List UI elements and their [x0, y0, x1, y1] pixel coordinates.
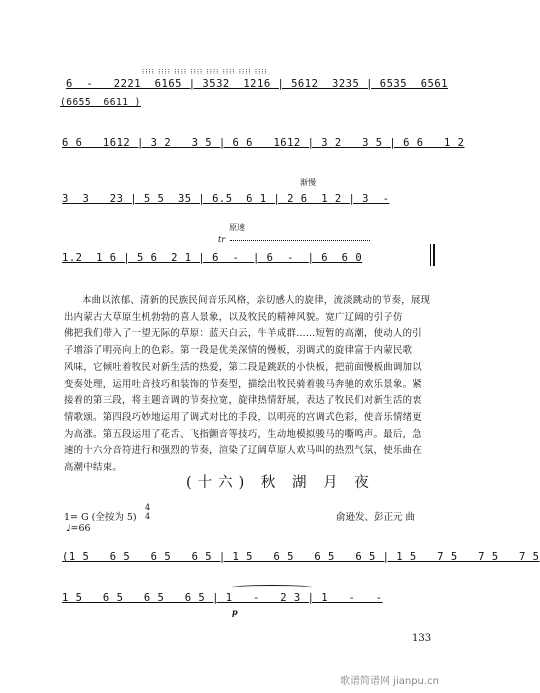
score-system-2: 6 6 1612 | 3 2 3 5 | 6 6 1612 | 3 2 3 5 | 6 6 1 2: [62, 137, 465, 149]
trill-line: [230, 240, 370, 241]
para-line: 情歌颂。第四段巧妙地运用了调式对比的手段，以明亮的宫调式色彩，使音乐情绪更: [64, 411, 422, 423]
para-line: 变奏处理，运用吐音技巧和装饰的节奏型，描绘出牧民骑着骏马奔驰的欢乐景象。紧: [64, 378, 422, 390]
tempo-mark-original: 原速: [229, 223, 245, 232]
para-line: 接着的第三段，将主题音调的节奏拉宽，旋律热情舒展，表达了牧民们对新生活的衷: [64, 395, 422, 407]
para-line: 本曲以浓郁、清新的民族民间音乐风格，亲切感人的旋律，流淡跳动的节奏，展现: [82, 295, 431, 306]
final-barline-thick: [433, 244, 435, 266]
score2-system-1: (1 5 6 5 6 5 6 5 | 1 5 6 5 6 5 6 5 | 1 5 7 5 7 5 7 5: [62, 551, 540, 563]
composers: 俞逊发、彭正元 曲: [336, 512, 416, 523]
final-barline: [430, 244, 431, 266]
para-line: 子增添了明亮向上的色彩。第一段是优美深情的慢板，羽调式的旋律富于内蒙民歌: [64, 345, 413, 357]
score-system-4: 1.2 1 6 | 5 6 2 1 | 6 - | 6 - | 6 6 0: [62, 252, 363, 264]
score2-system-2: 1 5 6 5 6 5 6 5 | 1 - 2 3 | 1 - -: [62, 592, 383, 604]
page-number: 133: [412, 633, 432, 644]
watermark: 歌谱简谱网 jianpu.cn: [340, 676, 439, 687]
time-sig-bottom: 4: [145, 512, 151, 521]
description-paragraph: [64, 293, 438, 477]
time-sig-top: 4: [145, 503, 151, 512]
ornament-dots: ⁝⁝⁝⁝ ⁝⁝⁝⁝ ⁝⁝⁝⁝ ⁝⁝⁝⁝ ⁝⁝⁝⁝ ⁝⁝⁝⁝ ⁝⁝⁝⁝ ⁝⁝⁝⁝: [142, 68, 268, 76]
key-signature: 1= G (全按为 5): [64, 512, 137, 523]
section-title: (十六) 秋 湖 月 夜: [186, 475, 375, 491]
score-system-3: 3 3 23 | 5 5 35 | 6.5 6 1 | 2 6 1 2 | 3 -: [62, 193, 390, 205]
para-line: 速的十六分音符进行和强烈的节奏，渲染了辽阔草原人欢马叫的热烈气氛，使乐曲在: [64, 445, 422, 457]
tempo-marking: ♩=66: [66, 523, 91, 534]
slur: [232, 585, 312, 590]
dynamic-piano: p: [232, 607, 238, 617]
tempo-mark-slowing: 渐慢: [300, 178, 316, 187]
para-line: 出内蒙古大草原生机勃勃的喜人景象，以及牧民的精神风貌。宽广辽阔的引子仿: [64, 311, 403, 323]
para-line: 风味，它倾吐着牧民对新生活的热爱，第二段是跳跃的小快板，把前面慢板曲调加以: [64, 361, 422, 373]
para-line: 高潮中结束。: [64, 462, 123, 474]
trill-mark: tr: [218, 235, 226, 244]
para-line: 为高涨。第五段运用了花舌、飞指颤音等技巧，生动地模拟骏马的嘶鸣声。最后，急: [64, 428, 422, 440]
para-line: 佛把我们带入了一望无际的草原：蓝天白云，牛羊成群……短暂的高潮，使动人的引: [64, 328, 422, 340]
score-system-1-sub: (6655 6611 ): [60, 97, 141, 108]
score-system-1: 6 - 2221 6165 | 3532 1216 | 5612 3235 | 6535 6561: [66, 78, 449, 90]
